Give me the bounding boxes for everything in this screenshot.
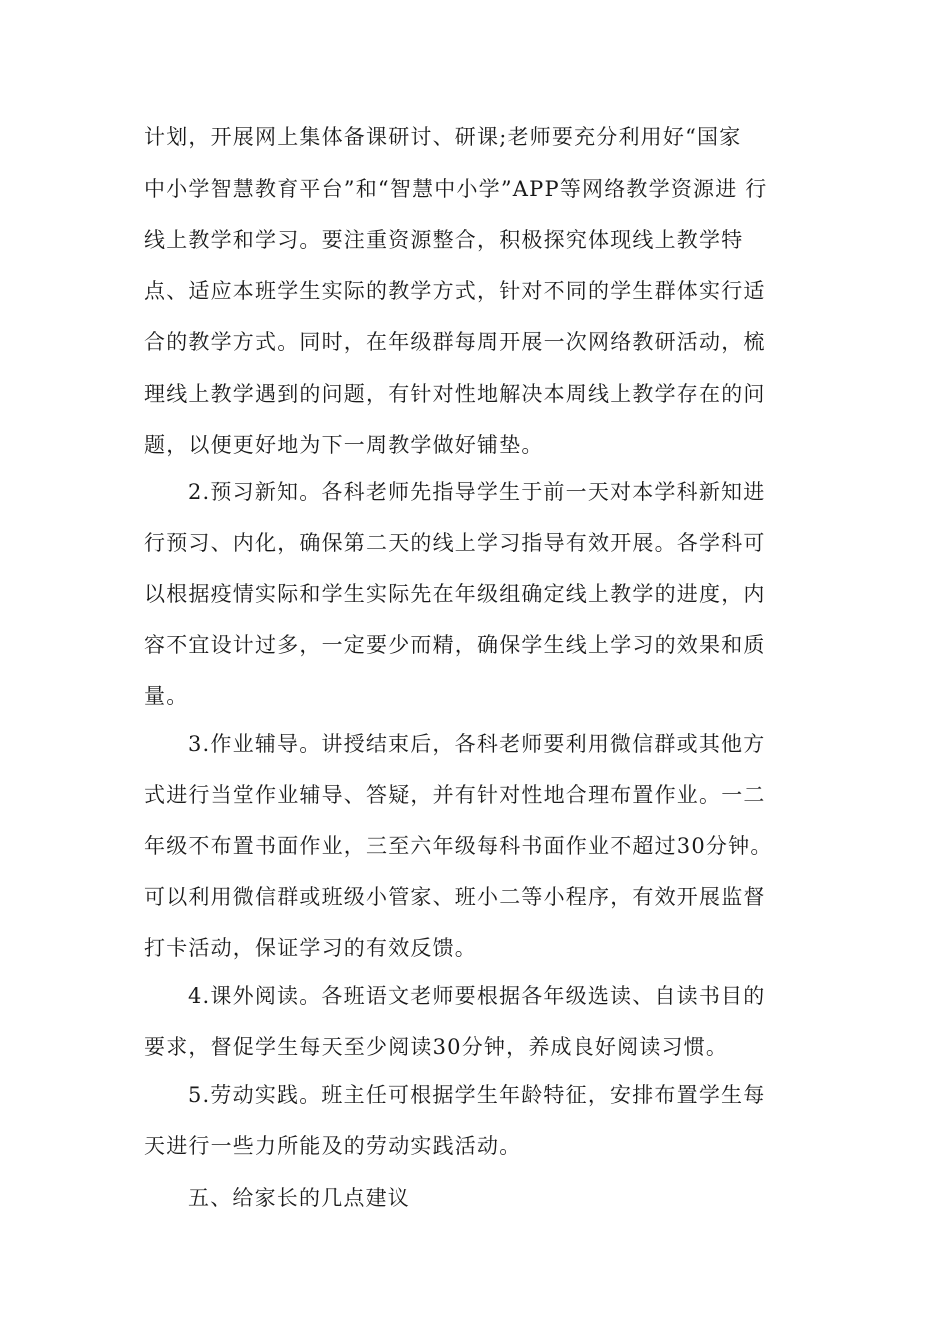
- paragraph-3-line-2: 式进行当堂作业辅导、答疑，并有针对性地合理布置作业。一二: [144, 783, 766, 807]
- paragraph-1-line-7: 题，以便更好地为下一周教学做好铺垫。: [144, 433, 544, 457]
- paragraph-5-line-2: 天进行一些力所能及的劳动实践活动。: [144, 1134, 522, 1158]
- paragraph-2-line-2: 行预习、内化，确保第二天的线上学习指导有效开展。各学科可: [144, 531, 766, 555]
- section-heading: 五、给家长的几点建议: [188, 1186, 410, 1210]
- paragraph-1-line-4: 点、适应本班学生实际的教学方式，针对不同的学生群体实行适: [144, 279, 766, 303]
- paragraph-1-line-1: 计划，开展网上集体备课研讨、研课;老师要充分利用好“国家: [144, 125, 742, 149]
- paragraph-3-line-1: 3.作业辅导。讲授结束后，各科老师要利用微信群或其他方: [188, 732, 766, 756]
- paragraph-3-line-3: 年级不布置书面作业，三至六年级每科书面作业不超过30分钟。: [144, 834, 773, 858]
- paragraph-1-line-3: 线上教学和学习。要注重资源整合，积极探究体现线上教学特: [144, 228, 744, 252]
- paragraph-4-line-2: 要求，督促学生每天至少阅读30分钟，养成良好阅读习惯。: [144, 1035, 729, 1059]
- paragraph-2-line-3: 以根据疫情实际和学生实际先在年级组确定线上教学的进度，内: [144, 582, 766, 606]
- paragraph-2-line-5: 量。: [144, 684, 189, 708]
- paragraph-2-line-1: 2.预习新知。各科老师先指导学生于前一天对本学科新知进: [188, 480, 766, 504]
- paragraph-5-line-1: 5.劳动实践。班主任可根据学生年龄特征，安排布置学生每: [188, 1083, 766, 1107]
- paragraph-1-line-6: 理线上教学遇到的问题，有针对性地解决本周线上教学存在的问: [144, 382, 766, 406]
- paragraph-2-line-4: 容不宜设计过多，一定要少而精，确保学生线上学习的效果和质: [144, 633, 766, 657]
- paragraph-3-line-4: 可以利用微信群或班级小管家、班小二等小程序，有效开展监督: [144, 885, 766, 909]
- paragraph-4-line-1: 4.课外阅读。各班语文老师要根据各年级选读、自读书目的: [188, 984, 766, 1008]
- paragraph-1-line-5: 合的教学方式。同时，在年级群每周开展一次网络教研活动，梳: [144, 330, 766, 354]
- paragraph-3-line-5: 打卡活动，保证学习的有效反馈。: [144, 936, 477, 960]
- paragraph-1-line-2: 中小学智慧教育平台”和“智慧中小学”APP等网络教学资源进 行: [144, 177, 768, 201]
